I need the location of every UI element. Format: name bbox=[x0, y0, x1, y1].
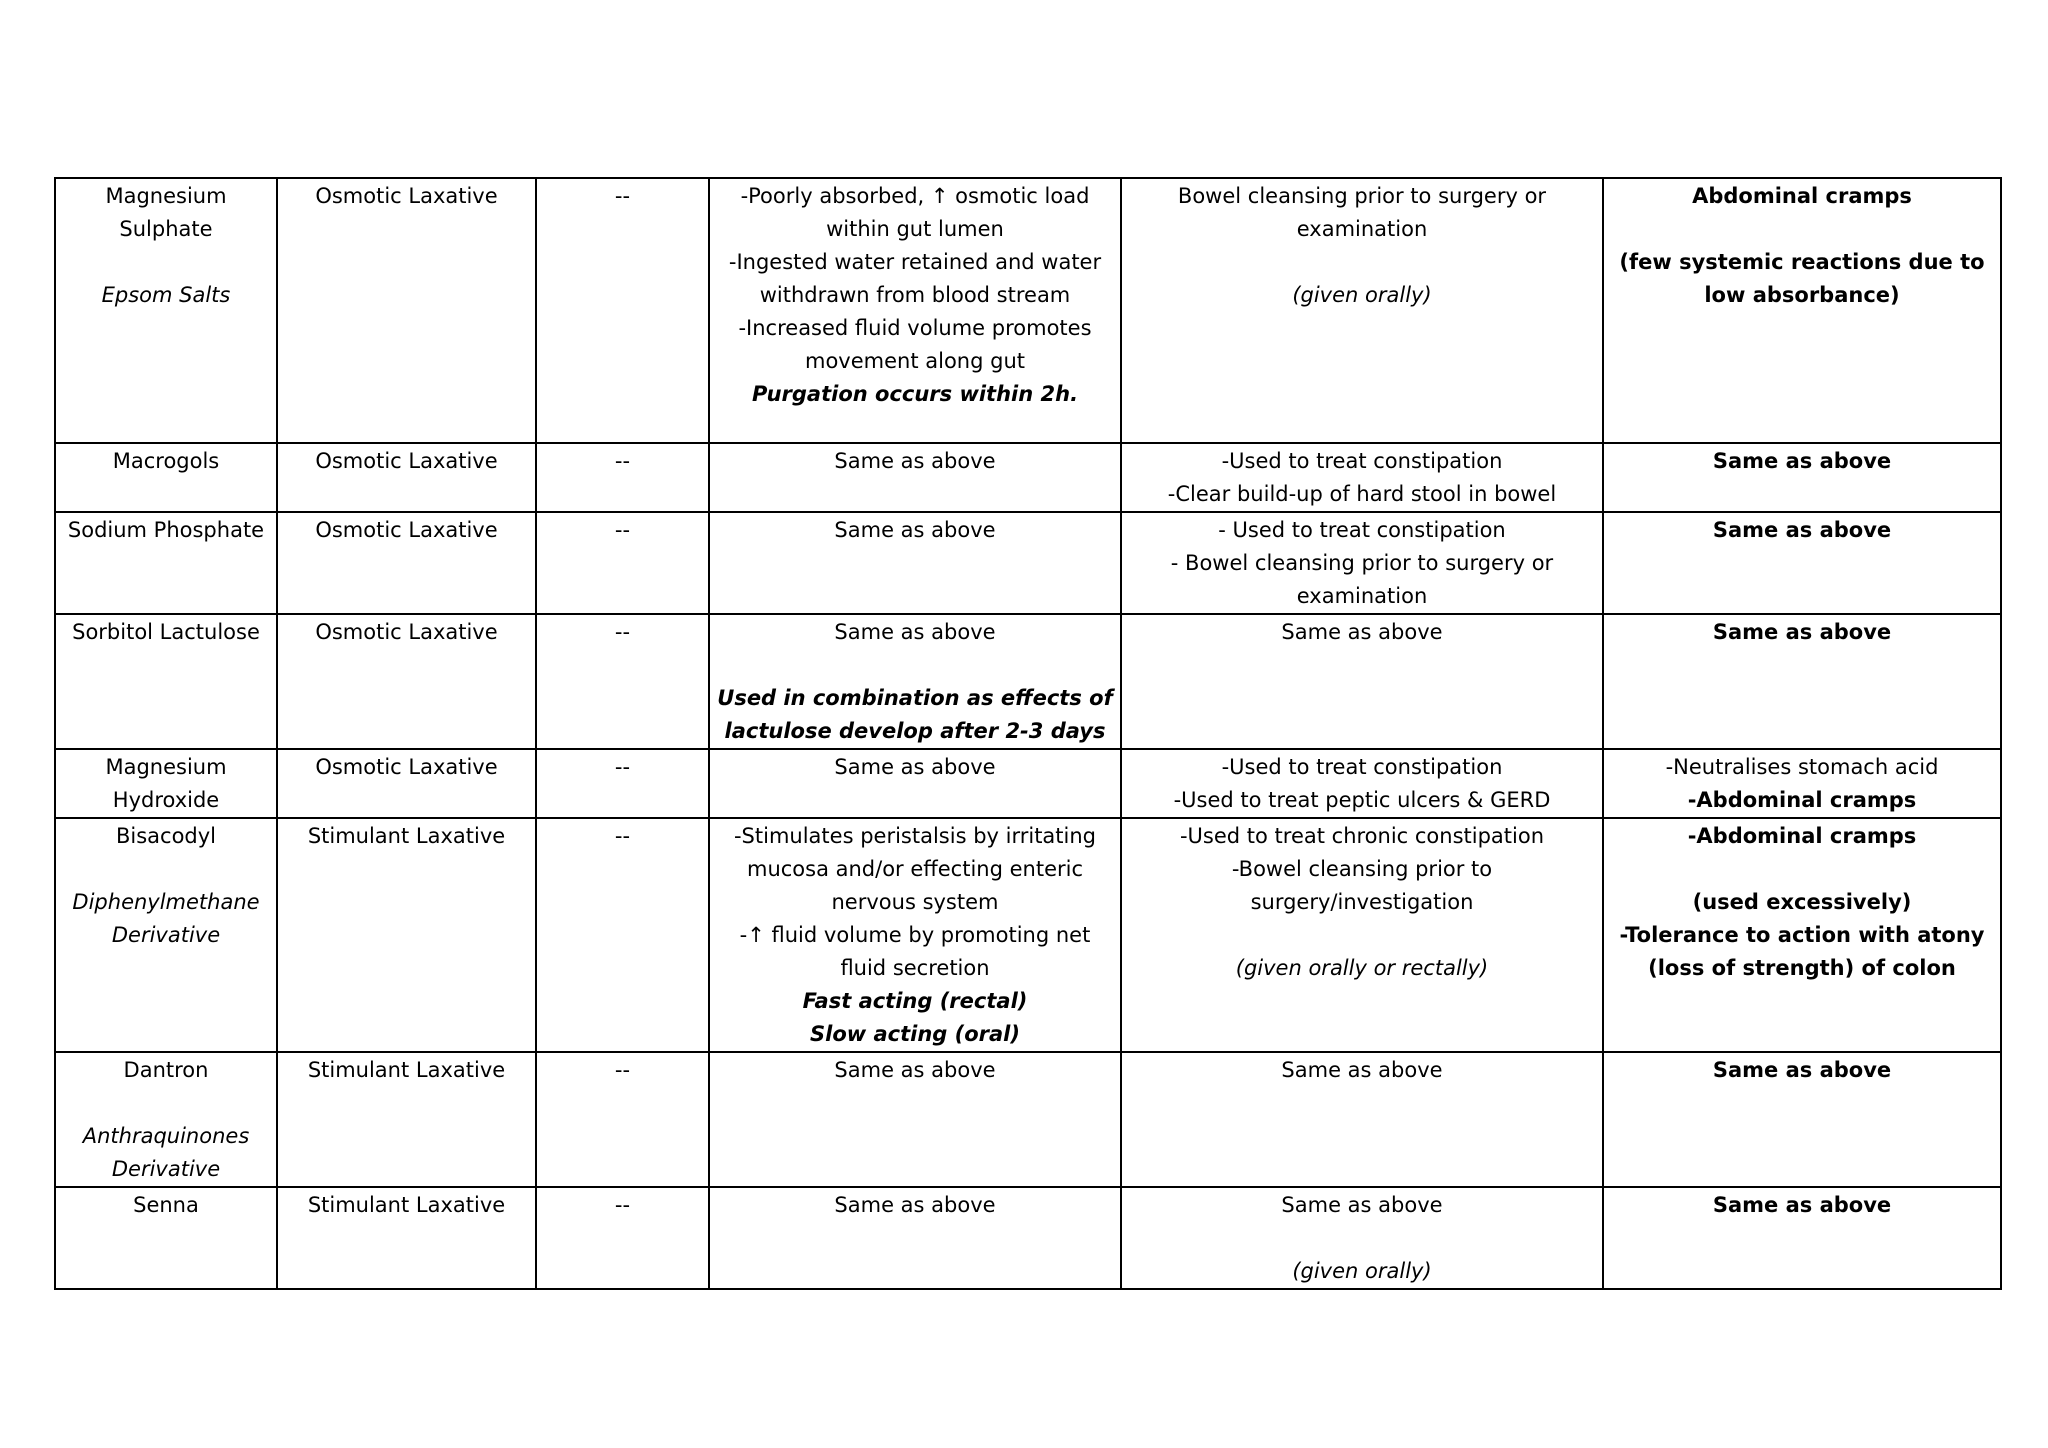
side-effects-cell bbox=[1603, 614, 2001, 749]
cell-text: (used excessively) bbox=[1692, 890, 1912, 914]
cell-text: Osmotic Laxative bbox=[315, 755, 498, 779]
drug-name-cell bbox=[55, 512, 277, 614]
table-row bbox=[55, 1187, 2001, 1289]
cell-text: -- bbox=[614, 184, 631, 208]
cell-text: Purgation occurs within 2h. bbox=[751, 382, 1079, 406]
cell-text bbox=[62, 853, 270, 886]
column-3-cell bbox=[536, 512, 709, 614]
cell-text: Magnesium Hydroxide bbox=[105, 755, 227, 812]
mechanism-cell bbox=[709, 1052, 1121, 1187]
cell-text: Senna bbox=[133, 1193, 199, 1217]
cell-text bbox=[1128, 246, 1596, 279]
side-effects-cell bbox=[1603, 443, 2001, 512]
drug-name-cell bbox=[55, 1187, 277, 1289]
cell-text: -Poorly absorbed, ↑ osmotic load within gut lumen bbox=[740, 184, 1090, 241]
uses-cell bbox=[1121, 1052, 1603, 1187]
cell-text: -Used to treat chronic constipation bbox=[1179, 824, 1545, 848]
column-3-cell bbox=[536, 443, 709, 512]
side-effects-cell bbox=[1603, 1187, 2001, 1289]
cell-text bbox=[62, 246, 270, 279]
cell-text: -- bbox=[614, 824, 631, 848]
cell-text: Same as above bbox=[834, 518, 996, 542]
cell-text: Same as above bbox=[1712, 518, 1892, 542]
cell-text: -Tolerance to action with atony (loss of strength) of colon bbox=[1619, 923, 1985, 980]
cell-text: -Used to treat constipation bbox=[1221, 449, 1503, 473]
column-3-cell bbox=[536, 178, 709, 443]
cell-text bbox=[1128, 919, 1596, 952]
drug-class-cell bbox=[277, 1187, 536, 1289]
mechanism-cell bbox=[709, 443, 1121, 512]
table-row bbox=[55, 614, 2001, 749]
cell-text: Same as above bbox=[1712, 620, 1892, 644]
mechanism-cell bbox=[709, 512, 1121, 614]
cell-text: Slow acting (oral) bbox=[810, 1022, 1020, 1046]
uses-cell bbox=[1121, 1187, 1603, 1289]
mechanism-cell bbox=[709, 1187, 1121, 1289]
side-effects-cell bbox=[1603, 512, 2001, 614]
cell-text: Same as above bbox=[1281, 1058, 1443, 1082]
cell-text: Epsom Salts bbox=[101, 283, 231, 307]
cell-text: Bisacodyl bbox=[115, 824, 217, 848]
column-3-cell bbox=[536, 818, 709, 1052]
cell-text: (given orally) bbox=[1292, 1259, 1432, 1283]
mechanism-cell bbox=[709, 818, 1121, 1052]
cell-text: -Used to treat constipation bbox=[1221, 755, 1503, 779]
cell-text: -- bbox=[614, 449, 631, 473]
table-body bbox=[55, 178, 2001, 1289]
side-effects-cell bbox=[1603, 178, 2001, 443]
cell-text bbox=[62, 1087, 270, 1120]
cell-text bbox=[1610, 853, 1994, 886]
cell-text: Stimulant Laxative bbox=[307, 1193, 506, 1217]
column-3-cell bbox=[536, 749, 709, 818]
cell-text: Sodium Phosphate bbox=[67, 518, 265, 542]
cell-text: -↑ fluid volume by promoting net fluid secretion bbox=[739, 923, 1091, 980]
drug-class-cell bbox=[277, 512, 536, 614]
cell-text: (given orally or rectally) bbox=[1235, 956, 1489, 980]
cell-text bbox=[716, 649, 1114, 682]
cell-text: - Used to treat constipation bbox=[1218, 518, 1506, 542]
table-row bbox=[55, 178, 2001, 443]
drug-class-cell bbox=[277, 614, 536, 749]
drug-name-cell bbox=[55, 1052, 277, 1187]
cell-text: Same as above bbox=[1712, 1058, 1892, 1082]
cell-text: -Neutralises stomach acid bbox=[1665, 755, 1939, 779]
cell-text: Osmotic Laxative bbox=[315, 620, 498, 644]
cell-text: -Abdominal cramps bbox=[1687, 788, 1917, 812]
drug-name-cell bbox=[55, 818, 277, 1052]
cell-text: -Ingested water retained and water withdrawn from blood stream bbox=[728, 250, 1102, 307]
laxatives-table bbox=[54, 177, 2002, 1290]
cell-text: Same as above bbox=[1712, 449, 1892, 473]
cell-text: Stimulant Laxative bbox=[307, 1058, 506, 1082]
cell-text: Same as above bbox=[834, 1058, 996, 1082]
cell-text: Sorbitol Lactulose bbox=[72, 620, 260, 644]
column-3-cell bbox=[536, 1052, 709, 1187]
cell-text: Anthraquinones Derivative bbox=[82, 1124, 250, 1181]
cell-text bbox=[1128, 1222, 1596, 1255]
cell-text: -Used to treat peptic ulcers & GERD bbox=[1173, 788, 1551, 812]
cell-text: Same as above bbox=[1281, 620, 1443, 644]
table-row bbox=[55, 443, 2001, 512]
table-row bbox=[55, 818, 2001, 1052]
mechanism-cell bbox=[709, 178, 1121, 443]
cell-text: -Abdominal cramps bbox=[1687, 824, 1917, 848]
cell-text: Same as above bbox=[834, 755, 996, 779]
cell-text: -- bbox=[614, 1058, 631, 1082]
table-row bbox=[55, 512, 2001, 614]
side-effects-cell bbox=[1603, 818, 2001, 1052]
side-effects-cell bbox=[1603, 1052, 2001, 1187]
cell-text: Osmotic Laxative bbox=[315, 518, 498, 542]
uses-cell bbox=[1121, 178, 1603, 443]
cell-text: Fast acting (rectal) bbox=[802, 989, 1028, 1013]
cell-text: Bowel cleansing prior to surgery or examination bbox=[1177, 184, 1547, 241]
cell-text: -Increased fluid volume promotes movement along gut bbox=[738, 316, 1092, 373]
cell-text: Osmotic Laxative bbox=[315, 449, 498, 473]
drug-class-cell bbox=[277, 178, 536, 443]
cell-text: Same as above bbox=[1281, 1193, 1443, 1217]
side-effects-cell bbox=[1603, 749, 2001, 818]
uses-cell bbox=[1121, 443, 1603, 512]
cell-text: Macrogols bbox=[112, 449, 220, 473]
cell-text: Stimulant Laxative bbox=[307, 824, 506, 848]
table-row bbox=[55, 1052, 2001, 1187]
column-3-cell bbox=[536, 1187, 709, 1289]
cell-text: -Bowel cleansing prior to surgery/investigation bbox=[1231, 857, 1493, 914]
cell-text: (given orally) bbox=[1292, 283, 1432, 307]
drug-class-cell bbox=[277, 443, 536, 512]
cell-text: -- bbox=[614, 1193, 631, 1217]
cell-text: (few systemic reactions due to low absorbance) bbox=[1619, 250, 1985, 307]
cell-text: Dantron bbox=[123, 1058, 209, 1082]
cell-text: Used in combination as effects of lactulose develop after 2-3 days bbox=[717, 686, 1113, 743]
column-3-cell bbox=[536, 614, 709, 749]
drug-class-cell bbox=[277, 749, 536, 818]
cell-text: Diphenylmethane Derivative bbox=[72, 890, 260, 947]
table-row bbox=[55, 749, 2001, 818]
drug-name-cell bbox=[55, 443, 277, 512]
drug-name-cell bbox=[55, 178, 277, 443]
cell-text: -Clear build-up of hard stool in bowel bbox=[1167, 482, 1557, 506]
uses-cell bbox=[1121, 614, 1603, 749]
cell-text: Same as above bbox=[834, 449, 996, 473]
cell-text: Same as above bbox=[834, 1193, 996, 1217]
cell-text: -- bbox=[614, 755, 631, 779]
mechanism-cell bbox=[709, 749, 1121, 818]
uses-cell bbox=[1121, 512, 1603, 614]
cell-text: -- bbox=[614, 620, 631, 644]
cell-text: Same as above bbox=[1712, 1193, 1892, 1217]
drug-class-cell bbox=[277, 1052, 536, 1187]
drug-name-cell bbox=[55, 614, 277, 749]
drug-name-cell bbox=[55, 749, 277, 818]
cell-text: Magnesium Sulphate bbox=[105, 184, 227, 241]
uses-cell bbox=[1121, 749, 1603, 818]
cell-text: -Stimulates peristalsis by irritating mucosa and/or effecting enteric nervous system bbox=[733, 824, 1096, 914]
mechanism-cell bbox=[709, 614, 1121, 749]
cell-text: -- bbox=[614, 518, 631, 542]
cell-text: Abdominal cramps bbox=[1692, 184, 1912, 208]
cell-text: Osmotic Laxative bbox=[315, 184, 498, 208]
cell-text: - Bowel cleansing prior to surgery or examination bbox=[1170, 551, 1554, 608]
cell-text bbox=[1610, 213, 1994, 246]
uses-cell bbox=[1121, 818, 1603, 1052]
drug-class-cell bbox=[277, 818, 536, 1052]
cell-text: Same as above bbox=[834, 620, 996, 644]
